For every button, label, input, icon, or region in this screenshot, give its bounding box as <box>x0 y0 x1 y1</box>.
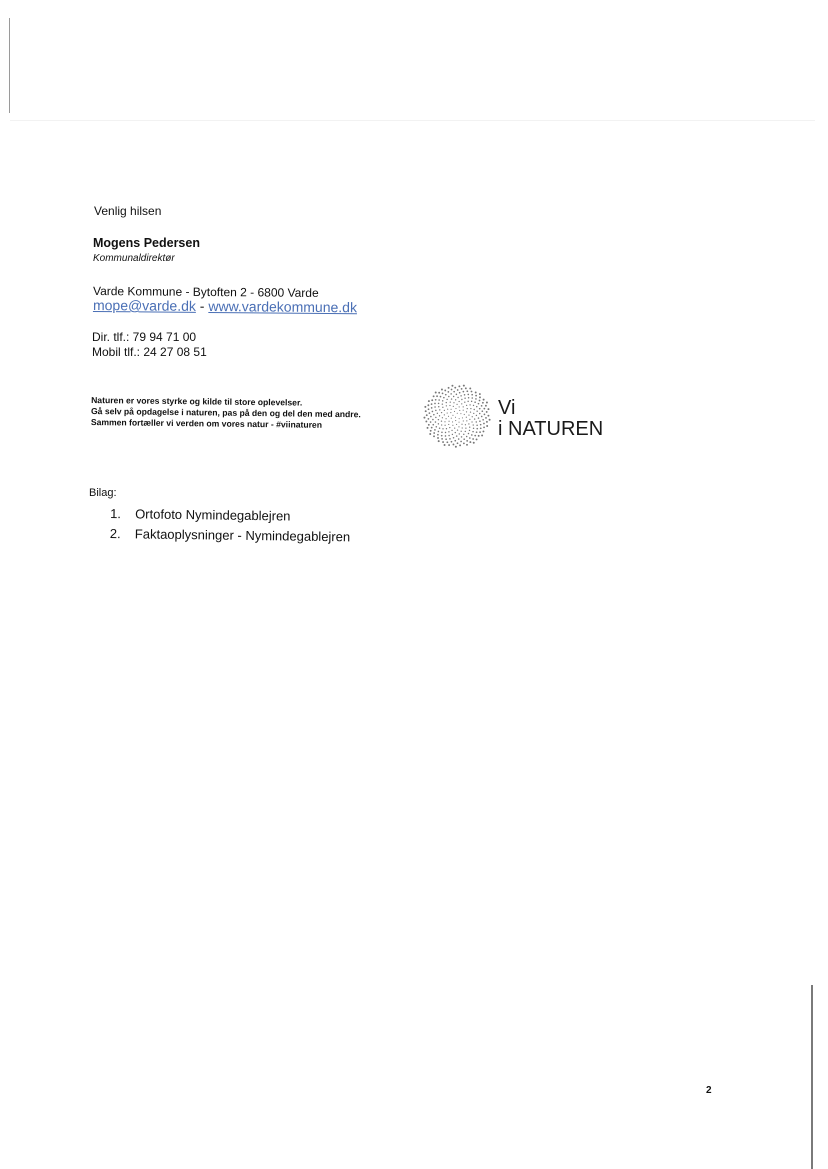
logo-dot <box>478 435 480 437</box>
logo-dot <box>456 435 457 436</box>
slogan-line-2: Gå selv på opdagelse i naturen, pas på den og del den med andre. <box>90 406 361 420</box>
logo-dot <box>442 403 443 404</box>
logo-dot <box>444 421 445 422</box>
logo-dot <box>471 421 472 422</box>
logo-dot <box>432 424 434 426</box>
logo-dot <box>458 385 460 387</box>
logo-dot <box>474 401 476 403</box>
logo-dot <box>451 385 453 387</box>
logo-wordmark <box>498 398 603 440</box>
logo-dot <box>438 403 440 405</box>
logo-dot <box>461 403 462 404</box>
logo-dot <box>473 405 474 406</box>
logo-dot <box>434 429 436 431</box>
logo-dot <box>452 415 453 416</box>
logo-dot <box>476 431 478 433</box>
logo-dot <box>479 420 481 422</box>
logo-dot <box>454 427 455 428</box>
logo-dot <box>427 427 429 429</box>
logo-dot <box>441 432 443 434</box>
logo-dot <box>441 412 442 413</box>
logo-dot <box>471 401 472 402</box>
logo-dot <box>453 391 455 393</box>
logo-dot <box>438 423 439 424</box>
logo-dot <box>450 401 451 402</box>
logo-dot <box>435 421 437 423</box>
logo-dot <box>478 417 479 418</box>
logo-dot <box>450 393 452 395</box>
logo-dot <box>442 428 443 429</box>
logo-dot <box>441 389 443 391</box>
logo-dot <box>464 402 465 403</box>
logo-dot <box>449 438 451 440</box>
logo-dot <box>454 411 455 412</box>
logo-dot <box>447 412 448 413</box>
logo-dot <box>445 394 447 396</box>
logo-dot <box>431 399 433 401</box>
logo-dot <box>463 406 464 407</box>
scan-divider <box>10 120 815 121</box>
logo-dot <box>461 431 462 432</box>
logo-dot <box>483 426 485 428</box>
logo-dot <box>456 394 458 396</box>
website-link[interactable]: www.vardekommune.dk <box>208 298 358 316</box>
logo-dot <box>452 421 453 422</box>
logo-dot <box>487 408 489 410</box>
logo-dot <box>445 432 446 433</box>
logo-dot <box>434 403 436 405</box>
logo-dot <box>428 400 430 402</box>
logo-dot <box>459 433 460 434</box>
logo-dot <box>455 446 457 448</box>
attachments-list <box>110 503 351 546</box>
logo-dot <box>444 425 445 426</box>
logo-dot <box>431 403 433 405</box>
logo-dot <box>473 428 474 429</box>
logo-dot <box>431 407 433 409</box>
logo-dot <box>466 440 468 442</box>
logo-dot <box>439 409 440 410</box>
logo-dot <box>471 391 473 393</box>
logo-dot <box>435 392 437 394</box>
logo-dot <box>451 418 452 419</box>
logo-dot <box>436 426 438 428</box>
logo-dot <box>471 394 473 396</box>
logo-dot <box>468 414 469 415</box>
logo-dot <box>445 418 446 419</box>
logo-dot <box>448 391 450 393</box>
logo-dot <box>483 423 485 425</box>
logo-dot <box>448 435 450 437</box>
logo-dot <box>463 420 464 421</box>
logo-dot <box>460 413 461 414</box>
logo-dot <box>444 410 445 411</box>
logo-dot <box>472 416 473 417</box>
logo-dot <box>474 409 475 410</box>
logo-dot <box>465 387 467 389</box>
logo-dot <box>471 434 473 436</box>
logo-dot <box>475 395 477 397</box>
logo-dot <box>428 418 430 420</box>
logo-dot <box>439 415 440 416</box>
logo-dot <box>467 401 468 402</box>
logo-dot <box>438 399 440 401</box>
logo-dot <box>445 438 447 440</box>
logo-dot <box>446 428 447 429</box>
logo-dot <box>475 398 477 400</box>
logo-dot <box>464 398 465 399</box>
logo-dot <box>448 416 449 417</box>
logo-dot <box>442 407 443 408</box>
address: Varde Kommune - Bytoften 2 - 6800 Varde <box>92 284 319 300</box>
logo-dot <box>476 428 478 430</box>
logo-dot <box>479 393 481 395</box>
logo-dot <box>448 396 450 398</box>
logo-dot <box>455 408 456 409</box>
logo-dot <box>485 417 487 419</box>
logo-dot <box>432 419 434 421</box>
logo-dot <box>459 444 461 446</box>
logo-dot <box>452 425 453 426</box>
logo-dot <box>459 418 460 419</box>
logo-dot <box>437 434 439 436</box>
logo-dot <box>487 415 489 417</box>
logo-dot <box>448 421 449 422</box>
logo-dot <box>459 410 460 411</box>
logo-dot <box>466 417 467 418</box>
logo-dot <box>457 429 458 430</box>
logo-dot <box>433 395 435 397</box>
logo-dot <box>481 405 483 407</box>
logo-dot <box>457 442 459 444</box>
logo-dot <box>457 397 458 398</box>
dotted-sunflower-icon <box>423 384 491 448</box>
logo-dot <box>469 441 471 443</box>
logo-dot <box>458 438 460 440</box>
logo-dot <box>455 399 456 400</box>
logo-dot <box>465 428 466 429</box>
logo-dot <box>463 434 464 435</box>
logo-dot <box>486 421 488 423</box>
logo-dot <box>430 421 432 423</box>
logo-dot <box>455 420 456 421</box>
logo-dot <box>461 424 462 425</box>
logo-dot <box>476 438 478 440</box>
logo-dot <box>469 404 470 405</box>
logo-dot <box>481 416 483 418</box>
logo-dot <box>441 435 443 437</box>
logo-dot <box>448 431 449 432</box>
logo-dot <box>455 417 456 418</box>
phone-direct: Dir. tlf.: 79 94 71 00 <box>92 330 197 344</box>
slogan-line-3: Sammen fortæller vi verden om vores natur - #viinaturen <box>90 416 323 430</box>
logo-dot <box>444 444 446 446</box>
logo-dot <box>446 399 447 400</box>
logo-dot <box>438 406 439 407</box>
logo-dot <box>465 424 466 425</box>
logo-dot <box>481 434 483 436</box>
logo-dot <box>453 402 454 403</box>
logo-dot <box>458 422 459 423</box>
logo-dot <box>479 431 481 433</box>
logo-dot <box>449 405 450 406</box>
logo-dot <box>480 424 482 426</box>
logo-dot <box>452 434 453 435</box>
logo-dot <box>472 438 474 440</box>
logo-dot <box>485 405 487 407</box>
logo-dot <box>442 393 444 395</box>
logo-dot <box>448 387 450 389</box>
attachment-title: Ortofoto Nymindegablejren <box>135 505 291 524</box>
attachments-label: Bilag: <box>89 487 117 499</box>
logo-dot <box>453 437 455 439</box>
logo-dot <box>489 419 491 421</box>
logo-dot <box>444 390 446 392</box>
logo-dot <box>446 405 447 406</box>
logo-dot <box>466 420 467 421</box>
logo-dot <box>466 436 468 438</box>
logo-dot <box>430 416 432 418</box>
logo-dot <box>441 438 443 440</box>
logo-dot <box>433 414 435 416</box>
logo-dot <box>431 427 433 429</box>
logo-dot <box>464 394 466 396</box>
logo-dot <box>451 398 452 399</box>
logo-dot <box>427 404 429 406</box>
logo-dot <box>433 435 435 437</box>
attachment-number: 2. <box>109 525 121 541</box>
logo-dot <box>433 432 435 434</box>
logo-line-1: Vi <box>498 397 516 419</box>
logo-dot <box>474 418 475 419</box>
logo-dot <box>455 432 456 433</box>
logo-dot <box>457 389 459 391</box>
page-number: 2 <box>706 1085 712 1096</box>
logo-dot <box>430 430 432 432</box>
logo-dot <box>479 413 481 415</box>
logo-dot <box>476 406 478 408</box>
logo-dot <box>482 419 484 421</box>
logo-dot <box>459 401 460 402</box>
logo-dot <box>457 413 458 414</box>
logo-dot <box>449 427 450 428</box>
logo-dot <box>451 409 452 410</box>
logo-dot <box>446 441 448 443</box>
logo-dot <box>448 444 450 446</box>
logo-dot <box>426 414 428 416</box>
logo-dot <box>486 402 488 404</box>
logo-dot <box>463 385 465 387</box>
logo-dot <box>437 437 439 439</box>
logo-dot <box>474 435 476 437</box>
logo-dot <box>476 415 477 416</box>
logo-dot <box>447 409 448 410</box>
logo-dot <box>473 442 475 444</box>
logo-dot <box>443 397 445 399</box>
greeting: Venlig hilsen <box>94 204 162 218</box>
logo-dot <box>445 435 447 437</box>
logo-dot <box>486 411 488 413</box>
logo-dot <box>425 410 427 412</box>
logo-line-2: i NATUREN <box>498 418 604 440</box>
logo-dot <box>468 423 469 424</box>
logo-dot <box>464 414 465 415</box>
logo-dot <box>438 431 440 433</box>
logo-dot <box>466 405 467 406</box>
link-separator: - <box>199 297 205 314</box>
email-link[interactable]: mope@varde.dk <box>92 297 197 314</box>
logo-dot <box>428 408 430 410</box>
logo-dot <box>438 440 440 442</box>
logo-dot <box>461 436 463 438</box>
logo-dot <box>439 427 440 428</box>
logo-dot <box>462 417 463 418</box>
logo-dot <box>461 399 462 400</box>
logo-dot <box>424 406 426 408</box>
logo-dot <box>453 406 454 407</box>
logo-dot <box>423 417 425 419</box>
logo-dot <box>442 417 443 418</box>
logo-dot <box>462 427 463 428</box>
logo-dot <box>458 426 459 427</box>
logo-dot <box>441 424 442 425</box>
logo-dot <box>479 408 481 410</box>
logo-dot <box>483 408 485 410</box>
logo-dot <box>468 397 470 399</box>
logo-dot <box>461 388 463 390</box>
logo-dot <box>450 412 451 413</box>
logo-dot <box>456 424 457 425</box>
logo-dot <box>460 441 462 443</box>
logo-dot <box>478 403 480 405</box>
phone-mobile: Mobil tlf.: 24 27 08 51 <box>92 345 207 359</box>
logo-dot <box>471 397 473 399</box>
logo-dot <box>479 400 481 402</box>
logo-dot <box>451 389 453 391</box>
logo-dot <box>479 396 481 398</box>
contact-links <box>93 297 357 315</box>
attachment-item <box>110 523 351 546</box>
logo-dot <box>435 399 437 401</box>
logo-dot <box>473 424 474 425</box>
logo-dot <box>437 413 438 414</box>
logo-dot <box>432 411 434 413</box>
logo-dot <box>460 395 461 396</box>
logo-dot <box>459 406 460 407</box>
logo-dot <box>454 440 456 442</box>
logo-dot <box>465 431 466 432</box>
logo-dot <box>453 396 454 397</box>
logo-dot <box>476 424 478 426</box>
logo-dot <box>440 396 442 398</box>
logo-dot <box>466 444 468 446</box>
logo-dot <box>456 404 457 405</box>
logo-dot <box>434 406 436 408</box>
logo-dot <box>454 387 456 389</box>
logo-dot <box>470 411 471 412</box>
logo-dot <box>429 412 431 414</box>
logo-dot <box>476 410 477 411</box>
logo-dot <box>459 392 461 394</box>
logo-dot <box>446 402 447 403</box>
logo-dot <box>473 413 474 414</box>
logo-dot <box>468 433 470 435</box>
logo-dot <box>480 427 482 429</box>
logo-dot <box>472 431 474 433</box>
logo-dot <box>467 408 468 409</box>
logo-dot <box>448 424 449 425</box>
logo-dot <box>453 444 455 446</box>
logo-dot <box>486 425 488 427</box>
logo-dot <box>444 414 445 415</box>
logo-dot <box>482 402 484 404</box>
logo-dot <box>469 437 471 439</box>
logo-dot <box>425 421 427 423</box>
logo-dot <box>463 442 465 444</box>
logo-dot <box>469 426 470 427</box>
sender-name: Mogens Pedersen <box>93 236 200 250</box>
logo-dot <box>435 410 437 412</box>
slogan-line-1: Naturen er vores styrke og kilde til store oplevelser. <box>91 395 303 408</box>
logo-dot <box>481 410 483 412</box>
sender-title: Kommunaldirektør <box>93 253 175 264</box>
attachment-title: Faktaoplysninger - Nymindegablejren <box>134 525 351 544</box>
logo-dot <box>463 438 465 440</box>
attachment-number: 1. <box>110 505 122 521</box>
logo-dot <box>429 433 431 435</box>
logo-dot <box>442 400 443 401</box>
logo-dot <box>428 424 430 426</box>
logo-dot <box>466 390 468 392</box>
logo-dot <box>435 417 436 418</box>
logo-dot <box>441 421 442 422</box>
logo-dot <box>463 410 464 411</box>
logo-dot <box>469 387 471 389</box>
logo-dot <box>467 394 469 396</box>
logo-dot <box>475 391 477 393</box>
logo-dot <box>483 399 485 401</box>
logo-dot <box>484 414 486 416</box>
logo-dot <box>466 411 467 412</box>
logo-dot <box>476 421 477 422</box>
logo-dot <box>442 441 444 443</box>
logo-dot <box>469 419 470 420</box>
logo-dot <box>451 441 453 443</box>
logo-dot <box>436 395 438 397</box>
logo-dot <box>438 392 440 394</box>
scan-edge-left <box>9 18 10 113</box>
scan-edge-right <box>811 985 813 1169</box>
slogan <box>91 395 361 431</box>
logo-dot <box>469 430 470 431</box>
logo-dot <box>438 419 439 420</box>
logo-dot <box>463 391 465 393</box>
logo-dot <box>470 408 471 409</box>
logo-dot <box>451 430 452 431</box>
logo-dot <box>483 430 485 432</box>
